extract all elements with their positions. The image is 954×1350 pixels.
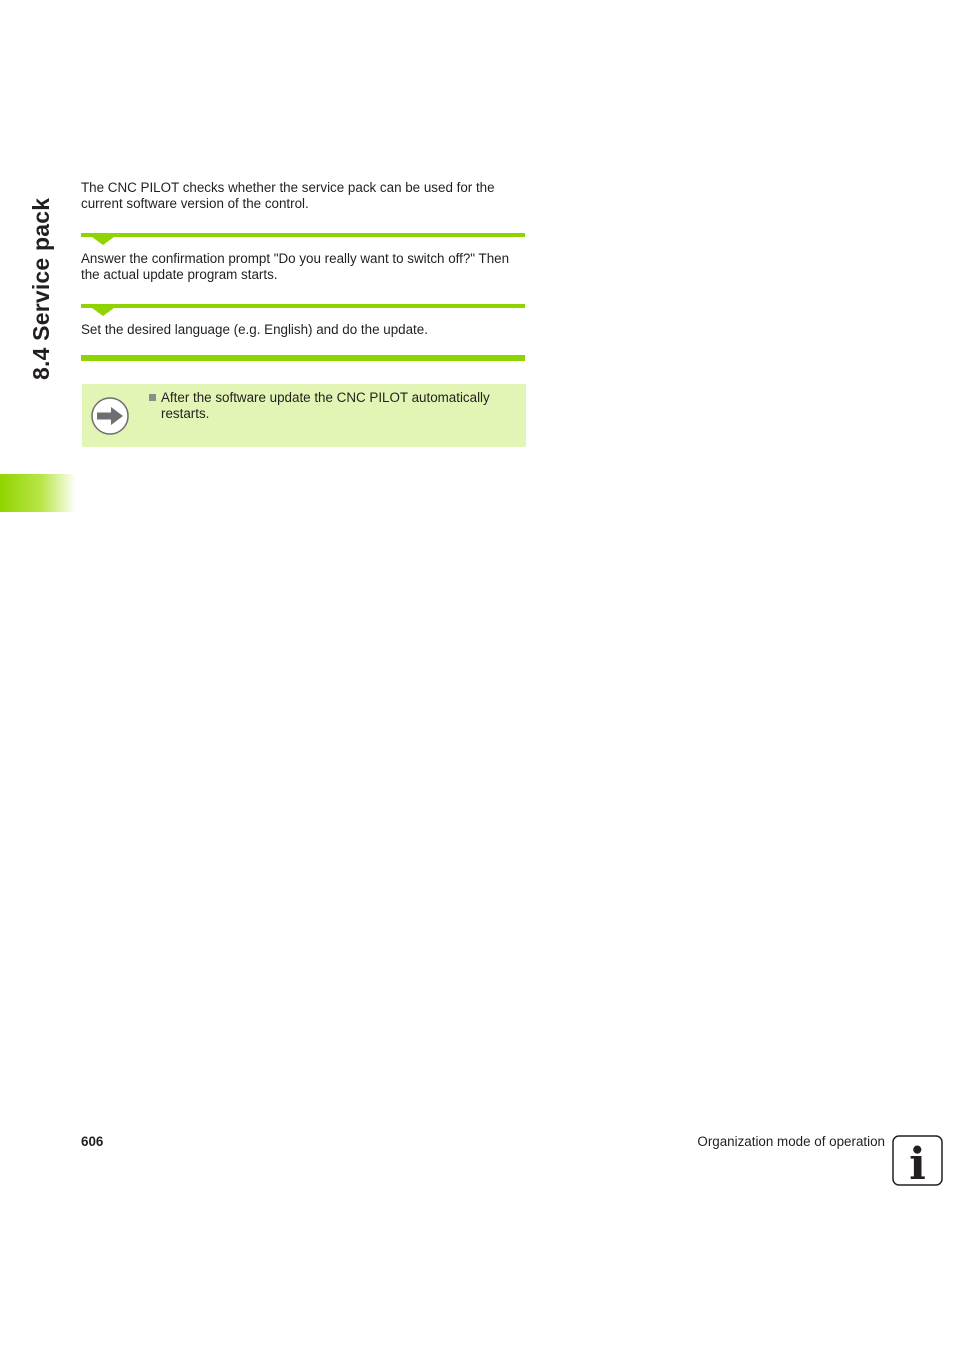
- square-bullet-icon: [149, 394, 156, 401]
- step-arrow-icon: [92, 237, 114, 245]
- step-text-3: Set the desired language (e.g. English) and do the update.: [81, 322, 428, 337]
- note-text: After the software update the CNC PILOT automatically restarts.: [161, 390, 490, 421]
- chapter-title: Organization mode of operation: [697, 1134, 885, 1149]
- arrow-right-circle-icon: [90, 396, 130, 436]
- step-divider-1: [81, 233, 525, 237]
- steps-end-divider: [81, 355, 525, 361]
- step-text-1: The CNC PILOT checks whether the service pack can be used for the current software version of the control.: [81, 180, 495, 211]
- info-glyph: i: [909, 1139, 926, 1186]
- page-number: 606: [81, 1134, 104, 1149]
- step-text-2: Answer the confirmation prompt "Do you really want to switch off?" Then the actual update program starts.: [81, 251, 510, 282]
- section-tab-marker: [0, 474, 76, 512]
- step-arrow-icon: [92, 308, 114, 316]
- info-icon: [892, 1135, 943, 1186]
- section-title: 8.4 Service pack: [28, 197, 54, 380]
- step-divider-2: [81, 304, 525, 308]
- note-box: [82, 384, 526, 447]
